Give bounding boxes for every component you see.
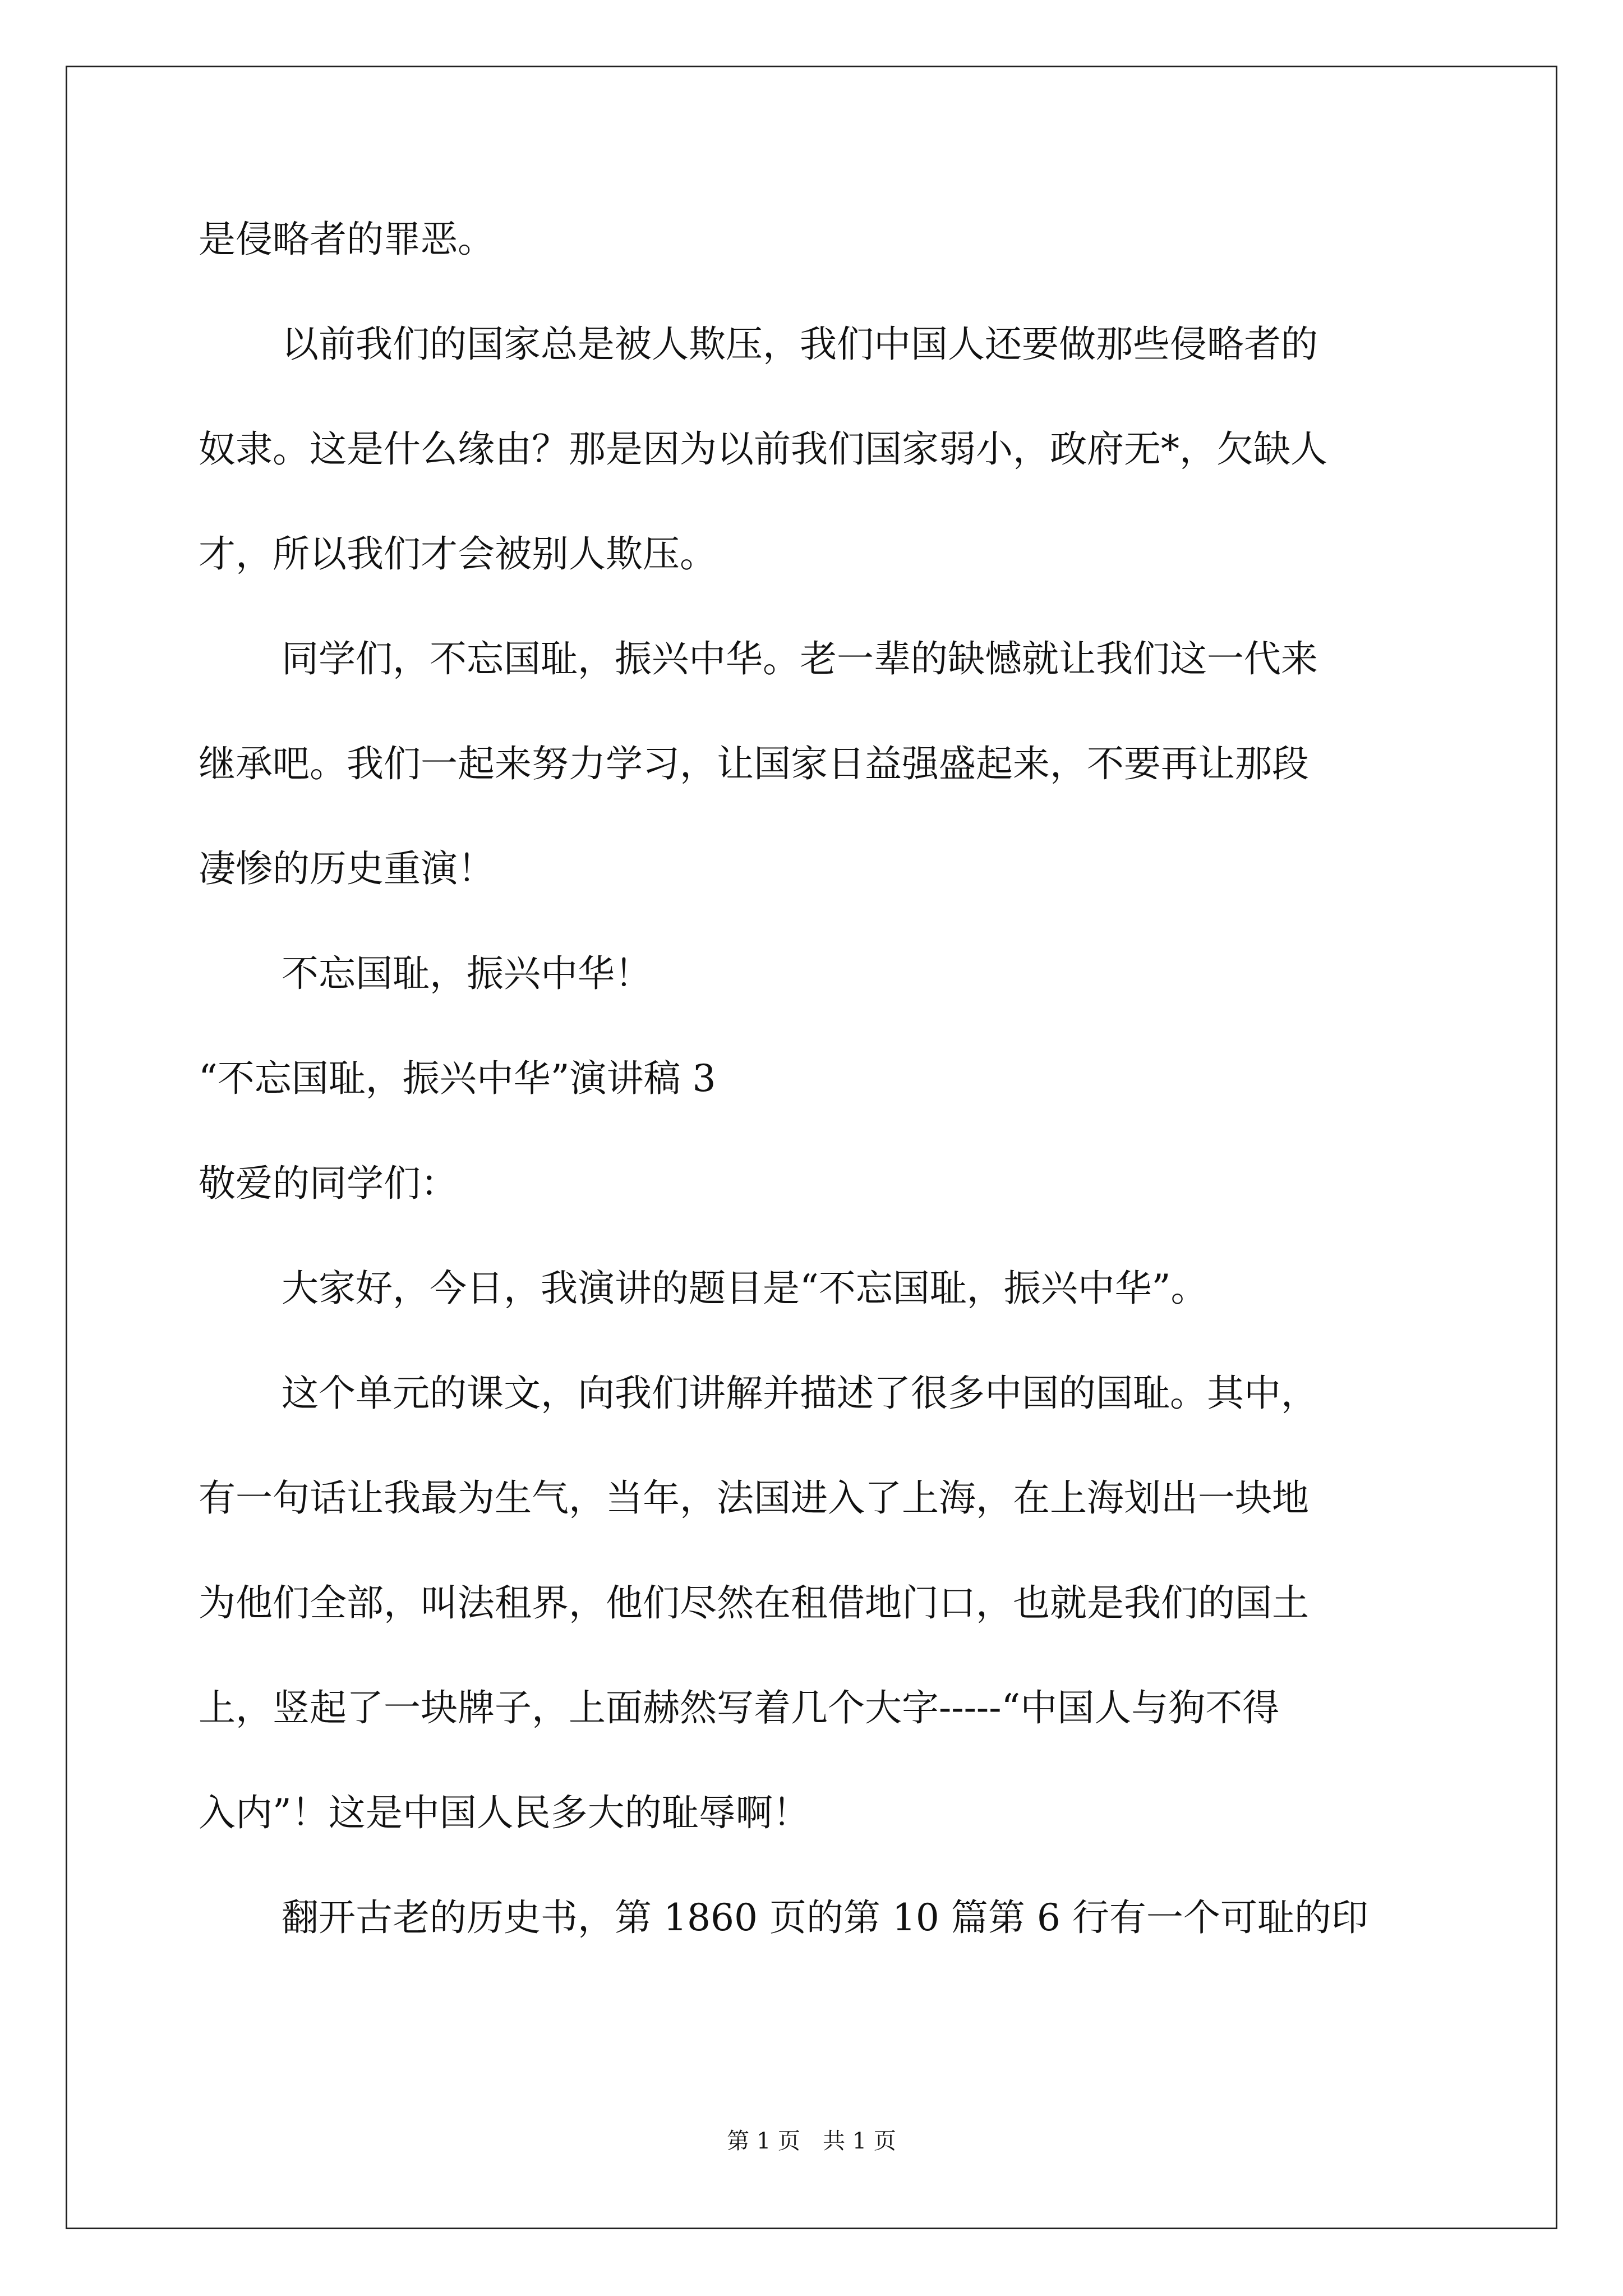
text-line: 奴隶。这是什么缘由？那是因为以前我们国家弱小，政府无*，欠缺人	[199, 427, 1327, 471]
page-number-footer: 第 1 页 共 1 页	[727, 2128, 896, 2154]
text-line: 有一句话让我最为生气，当年，法国进入了上海，在上海划出一块地	[199, 1476, 1309, 1520]
text-line: 才，所以我们才会被别人欺压。	[199, 532, 717, 576]
text-line: 翻开古老的历史书，第 1860 页的第 10 篇第 6 行有一个可耻的印	[282, 1896, 1368, 1939]
text-line: 凄惨的历史重演！	[199, 847, 495, 890]
text-line: 为他们全部，叫法租界，他们尽然在租借地门口，也就是我们的国土	[199, 1581, 1309, 1625]
text-line: 继承吧。我们一起来努力学习，让国家日益强盛起来，不要再让那段	[199, 742, 1309, 785]
text-line: 上，竖起了一块牌子，上面赫然写着几个大字-----“中国人与狗不得	[199, 1686, 1280, 1729]
salutation: 敬爱的同学们：	[199, 1162, 458, 1205]
text-line: 是侵略者的罪恶。	[199, 218, 495, 261]
text-line: 这个单元的课文，向我们讲解并描述了很多中国的国耻。其中，	[282, 1372, 1318, 1415]
text-line: 以前我们的国家总是被人欺压，我们中国人还要做那些侵略者的	[282, 323, 1318, 366]
section-heading: “不忘国耻，振兴中华”演讲稿 3	[199, 1057, 716, 1100]
text-line: 入内”！这是中国人民多大的耻辱啊！	[199, 1791, 810, 1834]
text-line: 大家好，今日，我演讲的题目是“不忘国耻，振兴中华”。	[282, 1267, 1208, 1310]
text-line: 不忘国耻，振兴中华！	[282, 952, 652, 995]
text-line: 同学们，不忘国耻，振兴中华。老一辈的缺憾就让我们这一代来	[282, 637, 1318, 680]
